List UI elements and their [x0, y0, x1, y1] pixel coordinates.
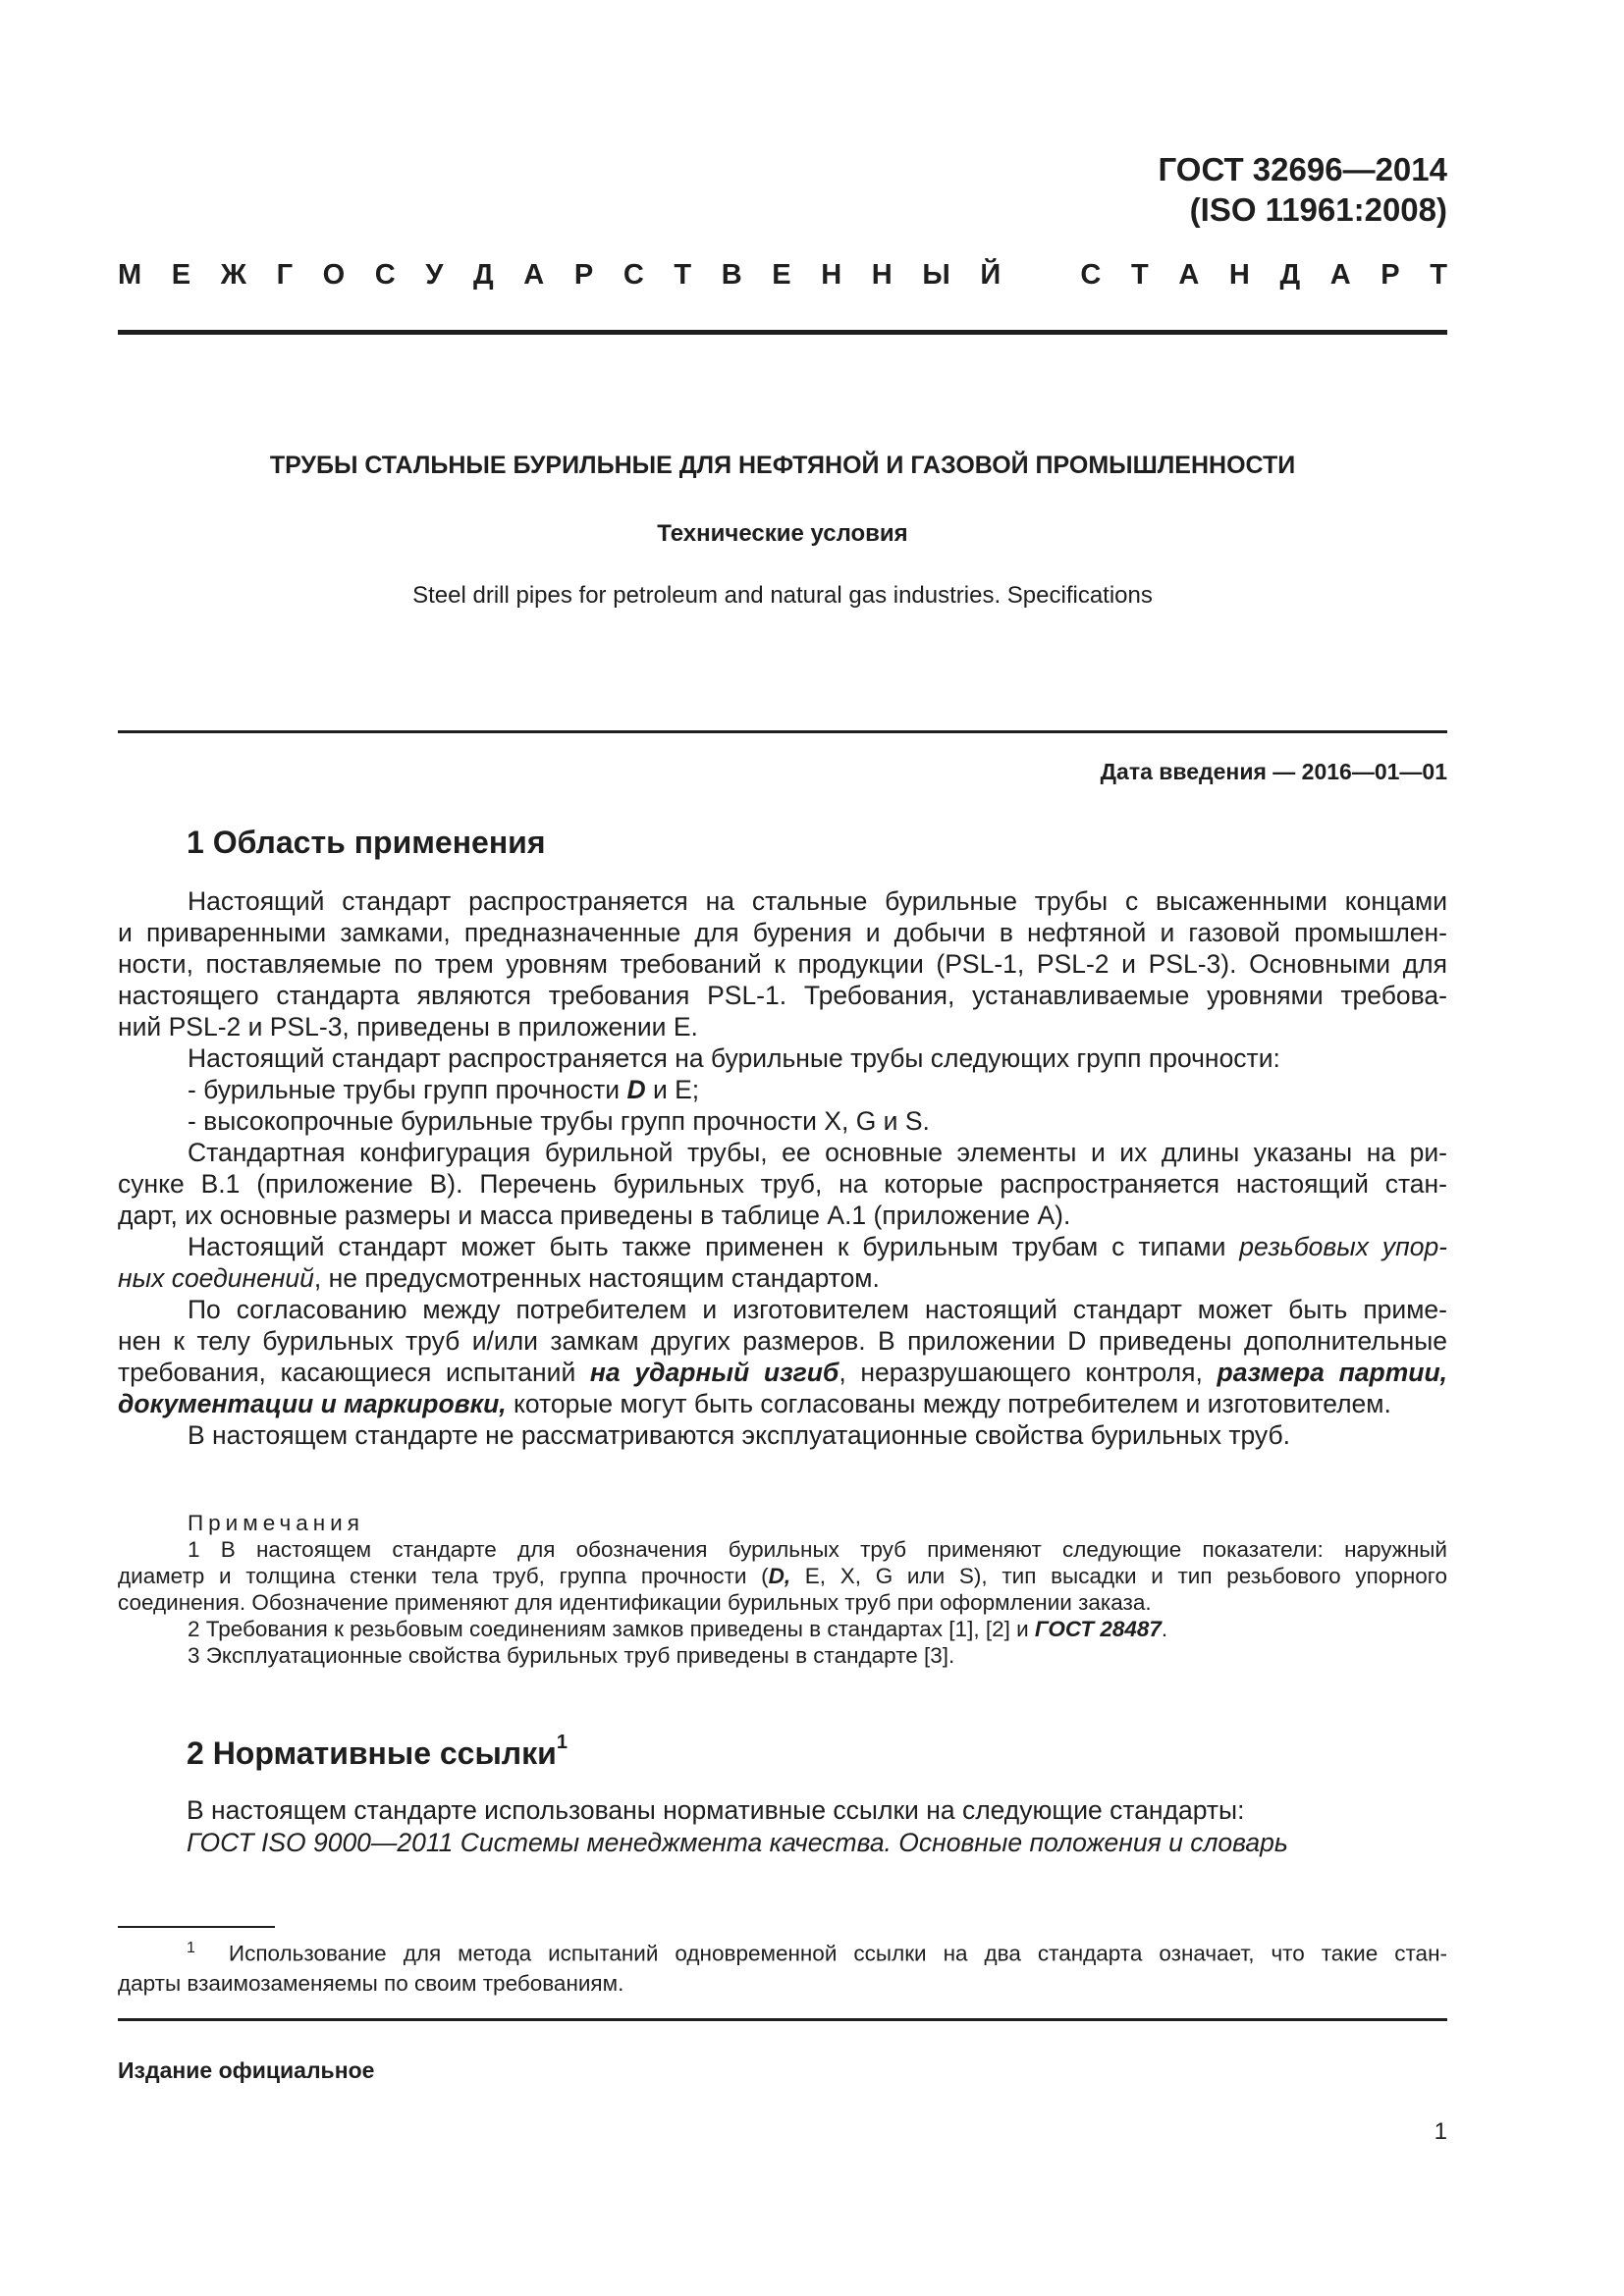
word-gap	[1031, 257, 1051, 293]
note-line: соединения. Обозначение применяют для идентификации бурильных труб при оформлении заказа.	[118, 1590, 1152, 1615]
edition-label: Издание официальное	[118, 2057, 375, 2083]
paragraph-line: нен к телу бурильных труб и/или замкам других размеров. В приложении D приведены дополнительные	[118, 1326, 1447, 1356]
heading-letter: Т	[1130, 259, 1149, 291]
text-span: которые могут быть согласованы между потребителем и изготовителем.	[506, 1389, 1391, 1418]
heading-letter: Р	[1380, 259, 1400, 291]
normative-reference: ГОСТ ISO 9000—2011 Системы менеджмента качества. Основные положения и словарь	[187, 1828, 1288, 1857]
note-line	[118, 1563, 1447, 1589]
footer-rule	[118, 2018, 1447, 2021]
page-number: 1	[1434, 2118, 1447, 2145]
list-item	[118, 1074, 1447, 1105]
heading-letter: С	[1080, 259, 1102, 291]
section-1-body	[118, 885, 1447, 1451]
heading-letter: Н	[821, 259, 842, 291]
heading-letter: Р	[573, 259, 594, 291]
paragraph-line	[118, 1388, 1447, 1419]
heading-letter: Т	[674, 259, 692, 291]
paragraph-line: настоящего стандарта являются требования PSL-1. Требования, устанавливаемые уровнями требова-	[118, 981, 1447, 1010]
document-title: ТРУБЫ СТАЛЬНЫЕ БУРИЛЬНЫЕ ДЛЯ НЕФТЯНОЙ И ГАЗОВОЙ ПРОМЫШЛЕННОСТИ	[269, 452, 1296, 479]
english-title: Steel drill pipes for petroleum and natural gas industries. Specifications	[412, 582, 1153, 609]
text-span: Настоящий стандарт может быть также применен к бурильным трубам с типами	[188, 1232, 1240, 1261]
paragraph-line: Настоящий стандарт распространяется на бурильные трубы следующих групп прочности:	[188, 1043, 1280, 1073]
list-item: - высокопрочные бурильные трубы групп прочности X, G и S.	[188, 1106, 930, 1136]
paragraph-line: В настоящем стандарте не рассматриваются эксплуатационные свойства бурильных труб.	[188, 1420, 1291, 1450]
footnote-rule	[118, 1926, 275, 1928]
text-span: 2 Требования к резьбовым соединениям замков приведены в стандартах [1], [2] и	[188, 1617, 1035, 1641]
gost-designation	[1159, 149, 1447, 230]
heading-letter: А	[1329, 259, 1351, 291]
section-2-body	[187, 1794, 1453, 1859]
footnote-line: дарты взаимозаменяемы по своим требованиям.	[118, 1970, 624, 1996]
document-subtitle: Технические условия	[657, 520, 908, 547]
iso-number: (ISO 11961:2008)	[1189, 191, 1447, 228]
strength-group-d: D	[626, 1075, 646, 1104]
paragraph-line: Стандартная конфигурация бурильной трубы, ее основные элементы и их длины указаны на ри-	[188, 1138, 1447, 1167]
text-span: требования, касающиеся испытаний	[118, 1358, 590, 1387]
emphasis-term: документации и маркировки,	[118, 1389, 507, 1418]
heading-letter: С	[623, 259, 644, 291]
paragraph-line	[118, 1231, 1447, 1262]
italic-term: резьбовых упор-	[1239, 1232, 1448, 1261]
paragraph-line: В настоящем стандарте использованы нормативные ссылки на следующие стандарты:	[187, 1795, 1245, 1825]
heading-letter: Ы	[922, 259, 950, 291]
notes-block	[118, 1510, 1447, 1669]
heading-letter: Т	[1430, 259, 1447, 291]
heading-letter: М	[118, 259, 142, 291]
text-span: E, X, G или S), тип высадки и тип резьбового упорного	[790, 1564, 1447, 1588]
section-2-title: 2 Нормативные ссылки	[187, 1735, 557, 1771]
note-line	[118, 1616, 1447, 1642]
footnote	[118, 1934, 1447, 1999]
heading-letter: С	[374, 259, 396, 291]
list-text: и E;	[645, 1075, 700, 1104]
heading-letter: А	[1178, 259, 1200, 291]
section-2-heading	[187, 1732, 568, 1772]
footnote-text: Использование для метода испытаний одновременной ссылки на два стандарта означает, что такие стан-	[228, 1941, 1447, 1966]
paragraph-line: Настоящий стандарт распространяется на стальные бурильные трубы с высаженными концами	[188, 886, 1447, 916]
italic-term: ных соединений	[118, 1263, 314, 1293]
paragraph-line: ний PSL-2 и PSL-3, приведены в приложении E.	[118, 1012, 698, 1041]
text-span: .	[1161, 1617, 1168, 1641]
gost-number: ГОСТ 32696—2014	[1158, 151, 1447, 187]
introduction-date: Дата введения — 2016—01—01	[1100, 759, 1447, 784]
heading-letter: Е	[772, 259, 791, 291]
paragraph-line: сунке B.1 (приложение B). Перечень бурильных труб, на которые распространяется настоящий стан-	[118, 1169, 1447, 1199]
heading-letter: Е	[171, 259, 191, 291]
header-rule	[118, 330, 1447, 335]
heading-letter: А	[523, 259, 545, 291]
title-rule	[118, 730, 1447, 733]
heading-letter: Н	[871, 259, 893, 291]
paragraph-line: и приваренными замками, предназначенные для бурения и добычи в нефтяной и газовой промышлен-	[118, 918, 1447, 947]
heading-letter: Н	[1228, 259, 1250, 291]
paragraph-line: ности, поставляемые по трем уровням требований к продукции (PSL-1, PSL-2 и PSL-3). Основными для	[118, 949, 1447, 979]
note-line: 1 В настоящем стандарте для обозначения бурильных труб применяют следующие показатели: наружный	[188, 1537, 1447, 1562]
emphasis-term: на ударный изгиб	[589, 1358, 839, 1387]
footnote-mark: 1	[556, 1732, 568, 1754]
text-span: диаметр и толщина стенки тела труб, группа прочности (	[118, 1564, 769, 1588]
footnote-mark: 1	[187, 1940, 195, 1956]
list-text: - бурильные трубы групп прочности	[188, 1075, 627, 1104]
paragraph-line	[118, 1262, 1447, 1294]
paragraph-line: По согласованию между потребителем и изготовителем настоящий стандарт может быть приме-	[188, 1295, 1447, 1324]
heading-letter: Й	[980, 259, 1001, 291]
paragraph-line	[118, 1357, 1447, 1388]
emphasis-term: размера партии,	[1217, 1358, 1448, 1387]
footnote-line	[118, 1934, 1447, 1969]
heading-letter: Ж	[220, 259, 246, 291]
heading-letter: В	[721, 259, 742, 291]
text-span: , неразрушающего контроля,	[839, 1358, 1218, 1387]
gost-reference: ГОСТ 28487	[1034, 1617, 1162, 1641]
heading-letter: О	[322, 259, 346, 291]
notes-heading: Примечания	[188, 1511, 364, 1535]
heading-letter: Д	[1279, 259, 1301, 291]
heading-letter: Д	[473, 259, 494, 291]
heading-letter: У	[425, 259, 444, 291]
heading-letter: Г	[276, 259, 294, 291]
strength-group-d: D,	[768, 1564, 791, 1588]
paragraph-line: дарт, их основные размеры и масса приведены в таблице A.1 (приложение A).	[118, 1201, 1071, 1230]
note-line: 3 Эксплуатационные свойства бурильных труб приведены в стандарте [3].	[188, 1643, 955, 1668]
section-1-heading: 1 Область применения	[187, 825, 546, 860]
standard-type-heading	[118, 257, 1447, 293]
text-span: , не предусмотренных настоящим стандартом.	[313, 1263, 880, 1293]
